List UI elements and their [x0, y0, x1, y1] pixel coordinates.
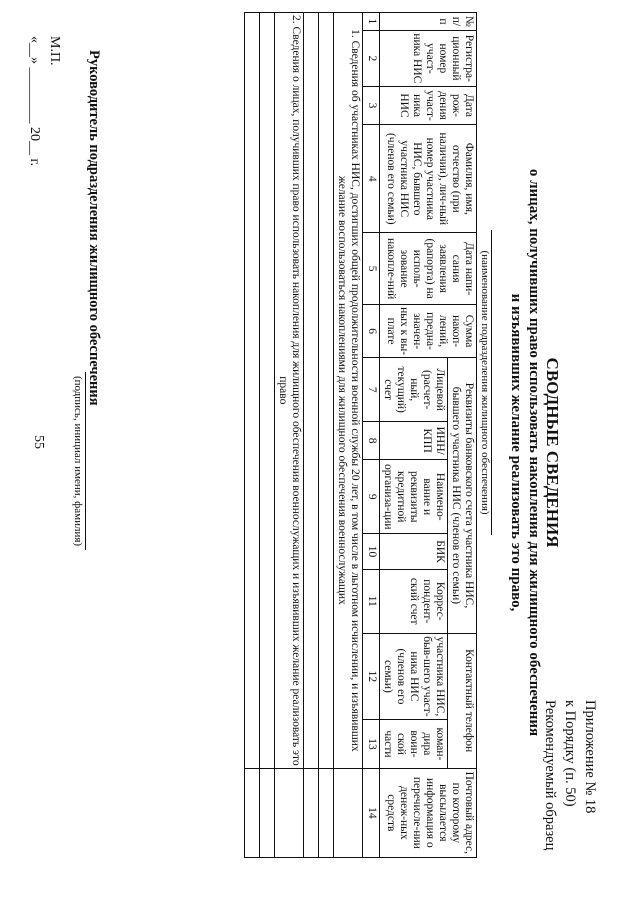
- section-1-label: 1. Сведения об участниках НИС, достигших общей продолжительности военной службы 20 лет, в том числе в льготном исчислении, и изъявивших желание воспользоваться накоплениями для жилищного обеспечения военнослужащих: [334, 13, 363, 769]
- header-bank-name: Наимено-вание и реквизиты кредитной организа-ции: [380, 460, 448, 534]
- column-numbers-row: [363, 13, 380, 858]
- table-cell: [319, 13, 334, 769]
- header-account: Лицевой (расчет-ный, текущий) счет: [380, 358, 448, 422]
- table-cell: [260, 768, 275, 857]
- table-row: [245, 13, 260, 858]
- col-number: 2: [363, 30, 380, 86]
- header-bik: БИК: [380, 534, 448, 570]
- header-birth-date: Дата рож-дения участ-ника НИС: [380, 86, 477, 124]
- col-number: 8: [363, 422, 380, 460]
- header-amount: Сумма накоп-лений, предна-значен-ных к вы-плате: [380, 304, 477, 358]
- table-cell: [334, 768, 363, 857]
- signature-label: Руководитель подразделения жилищного обеспечения: [86, 50, 102, 406]
- col-number: 5: [363, 233, 380, 304]
- col-number: 4: [363, 125, 380, 233]
- header-phone-commander: коман-дира воин-ской части: [380, 720, 448, 768]
- header-corr-account: Коррес-пондент-ский счет: [380, 569, 448, 633]
- table-row: [319, 13, 334, 858]
- col-number: 6: [363, 304, 380, 358]
- unit-caption: (наименование подразделения жилищного обеспечения): [479, 250, 491, 515]
- header-phone: Контактный телефон: [448, 633, 477, 768]
- table-row: [260, 13, 275, 858]
- header-full-name: Фамилия, имя, отчество (при наличии), лич-ный номер участника НИС, бывшего участника НИС (членов его семьи): [380, 125, 477, 233]
- doc-title: СВОДНЫЕ СВЕДЕНИЯ: [543, 357, 562, 548]
- header-postal-address: Почтовый адрес, по которому высылается информация о перечисле-нии денеж-ных средств: [380, 768, 477, 857]
- section-2-row: [275, 13, 304, 858]
- signature-caption: (подпись, инициал имени, фамилия): [72, 375, 84, 547]
- table-cell: [260, 13, 275, 769]
- table-cell: [319, 768, 334, 857]
- page-number: 55: [31, 435, 46, 449]
- col-number: 10: [363, 534, 380, 570]
- header-num: № п/п: [380, 13, 477, 31]
- header-reg-number: Регистра-ционный номер участ-ника НИС: [380, 30, 477, 86]
- col-number: 3: [363, 86, 380, 124]
- section-1-row: [334, 13, 363, 858]
- table-row: [304, 13, 319, 858]
- table-cell: [245, 13, 260, 769]
- stamp-placeholder: М.П.: [47, 36, 62, 66]
- table-cell: [275, 768, 304, 857]
- col-number: 7: [363, 358, 380, 422]
- header-phone-participant: участника НИС, быв-шего участ-ника НИС (членов его семьи): [380, 633, 448, 720]
- col-number: 12: [363, 633, 380, 720]
- document-page: 55 Приложение № 18 к Порядку (п. 50) Рекомендуемый образец СВОДНЫЕ СВЕДЕНИЯ о лицах, получивших право использовать накопления для жилищного обеспечения и изъявивших желание реализовать это право, (наименование подразделения жилищного обеспечения) № п/п Регистра-ционный номер участ-ника НИС Дата рож-дения участ-ника НИС Фамилия, имя, отчество (при наличии), лич-ный номер участника НИС, бывшего участника НИС (членов его семьи) Дата напи-сания заявления (рапорта) на исполь-зование накопле-ний Сумма накоп-лений, предна-значен-ных к вы-плате Реквизиты банковского счета участника НИС, бывшего участника НИС (членов его семьи) Контактный телефон Почтовый адрес, по которому высылается информация о перечисле-нии денеж-ных средств Лицевой (расчет-ный, текущий) счет ИНН/ КПП Наимено-вание и реквизиты кредитной организа-ции БИК Коррес-пондент-ский счет участника НИС, быв-шего участ-ника НИС (членов его семьи) коман-дира воин-ской части 1 2 3 4 5 6 7 8 9 10 11 12 13 14 1. Сведения об участниках НИС, достигших общей продолжительности военной службы 20 лет, в том числе в льготном исчислении, и изъявивших желание воспользоваться накоплениями для жилищного обеспечения военнослужащих 2. Сведения о лицах, получивших право использовать накопления для жилищного обеспечения военнослужащих и изъявивших желание реализовать это право Руководитель подразделения жилищного обеспечения (подпись, инициал имени, фамилия) М.П. «__» ________ 20__ г.: [0, 0, 640, 905]
- doc-subtitle-1: о лицах, получивших право использовать накопления для жилищного обеспечения: [526, 168, 542, 737]
- header-application-date: Дата напи-сания заявления (рапорта) на исполь-зование накопле-ний: [380, 233, 477, 304]
- summary-table: [244, 12, 477, 858]
- table-cell: [245, 768, 260, 857]
- col-number: 9: [363, 460, 380, 534]
- date-field: «__» ________ 20__ г.: [27, 36, 42, 167]
- header-inn: ИНН/ КПП: [380, 422, 448, 460]
- table-cell: [304, 13, 319, 769]
- col-number: 13: [363, 720, 380, 768]
- col-number: 11: [363, 569, 380, 633]
- doc-subtitle-2: и изъявивших желание реализовать это право,: [508, 293, 524, 612]
- unit-line: [491, 230, 492, 535]
- table-cell: [304, 768, 319, 857]
- header-bank-details: Реквизиты банковского счета участника НИС, бывшего участника НИС (членов его семьи): [448, 358, 477, 633]
- col-number: 14: [363, 768, 380, 857]
- section-2-label: 2. Сведения о лицах, получивших право использовать накопления для жилищного обеспечения военнослужащих и изъявивших желание реализовать это право: [275, 13, 304, 769]
- col-number: 1: [363, 13, 380, 31]
- signature-line: [85, 372, 86, 550]
